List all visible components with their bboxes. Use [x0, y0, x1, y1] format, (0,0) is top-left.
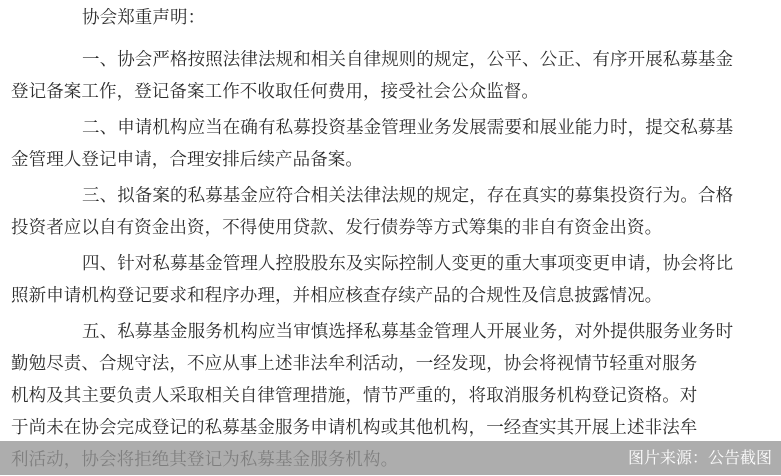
paragraph-3-line-1: 三、拟备案的私募基金应符合相关法律法规的规定，存在真实的募集投资行为。合格 [82, 186, 734, 206]
statement-heading: 协会郑重声明： [82, 8, 206, 28]
paragraph-3-line-2: 投资者应以自有资金出资，不得使用贷款、发行债券等方式筹集的非自有资金出资。 [11, 218, 663, 238]
paragraph-1-line-2: 登记备案工作，登记备案工作不收取任何费用，接受社会公众监督。 [11, 82, 539, 102]
paragraph-2-line-1: 二、申请机构应当在确有私募投资基金管理业务发展需要和展业能力时，提交私募基 [82, 118, 734, 138]
paragraph-5-line-1: 五、私募基金服务机构应当审慎选择私募基金管理人开展业务，对外提供服务业务时 [82, 322, 734, 342]
paragraph-5-line-3: 机构及其主要负责人采取相关自律管理措施，情节严重的，将取消服务机构登记资格。对 [11, 386, 698, 406]
image-caption-bar [0, 441, 781, 475]
paragraph-4-line-2: 照新申请机构登记要求和程序办理，并相应核查存续产品的合规性及信息披露情况。 [11, 286, 663, 306]
paragraph-1-line-1: 一、协会严格按照法律法规和相关自律规则的规定，公平、公正、有序开展私募基金 [82, 50, 734, 70]
paragraph-5-line-4: 于尚未在协会完成登记的私募基金服务申请机构或其他机构，一经查实其开展上述非法牟 [11, 418, 698, 438]
paragraph-2-line-2: 金管理人登记申请，合理安排后续产品备案。 [11, 150, 363, 170]
image-source-caption: 图片来源：公告截图 [627, 448, 772, 467]
paragraph-5-line-2: 勤勉尽责、合规守法，不应从事上述非法牟利活动，一经发现，协会将视情节轻重对服务 [11, 354, 698, 374]
paragraph-4-line-1: 四、针对私募基金管理人控股股东及实际控制人变更的重大事项变更申请，协会将比 [82, 254, 734, 274]
